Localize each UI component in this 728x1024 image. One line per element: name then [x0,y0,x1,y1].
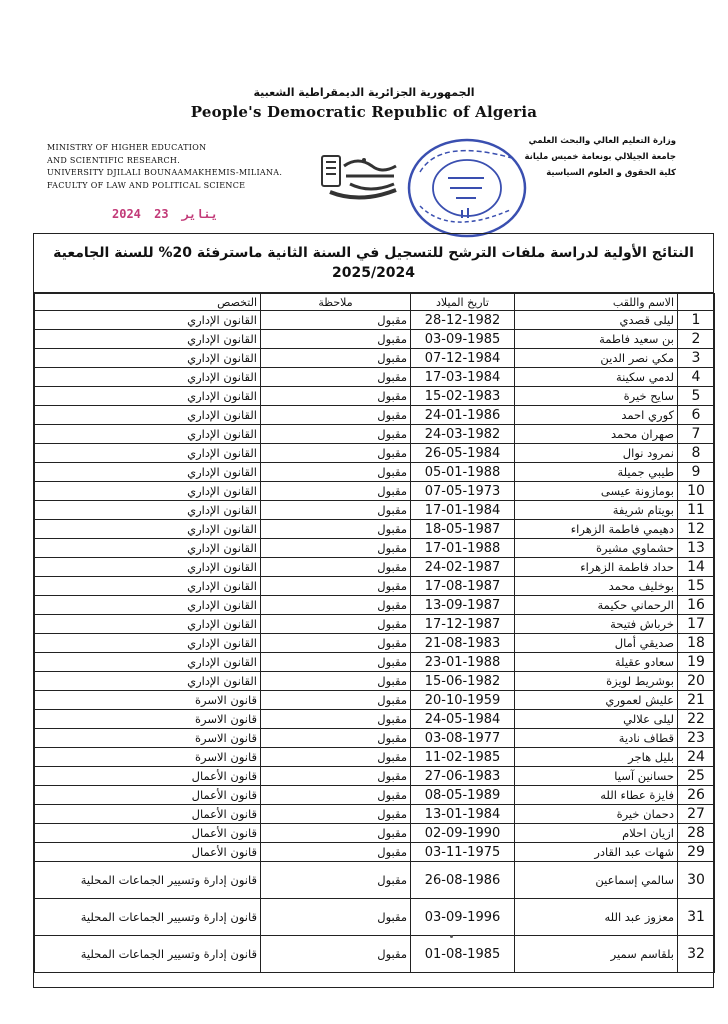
row-name: بويتام شريفة [515,501,678,520]
row-specialty: القانون الإداري [35,387,261,406]
header-number [678,294,715,311]
table-row [35,672,715,691]
row-number: 17 [678,615,715,634]
row-note: مقبول [261,520,411,539]
row-note: مقبول [261,482,411,501]
english-line: MINISTRY OF HIGHER EDUCATION [47,143,207,152]
date-stamp-year: 2024 [112,207,141,221]
table-row [35,311,715,330]
row-dob: 21-08-1983 [411,634,515,653]
row-name: طيبي جميلة [515,463,678,482]
arabic-line: وزارة التعليم العالي والبحث العلمي [528,136,676,146]
row-dob: 08-05-1989 [411,786,515,805]
table-row [35,767,715,786]
row-name: صديقي أمال [515,634,678,653]
row-dob: 24-05-1984 [411,710,515,729]
row-dob: 05-01-1988 [411,463,515,482]
english-line: FACULTY OF LAW AND POLITICAL SCIENCE [47,180,246,190]
row-dob: 07-05-1973 [411,482,515,501]
header-note: ملاحظة [261,294,411,311]
row-number: 19 [678,653,715,672]
table-row [35,899,715,936]
table-row [35,615,715,634]
row-number: 9 [678,463,715,482]
row-number: 2 [678,330,715,349]
row-name: سعادو عقيلة [515,653,678,672]
row-specialty: قانون الأعمال [35,843,261,862]
row-dob: 17-08-1987 [411,577,515,596]
row-note: مقبول [261,615,411,634]
row-name: بوخليف محمد [515,577,678,596]
english-line: AND SCIENTIFIC RESEARCH. [47,155,181,165]
row-specialty: قانون الأعمال [35,767,261,786]
row-note: مقبول [261,729,411,748]
row-number: 11 [678,501,715,520]
table-row [35,653,715,672]
table-row [35,862,715,899]
row-number: 6 [678,406,715,425]
row-name: الرحماني حكيمة [515,596,678,615]
row-note: مقبول [261,899,411,936]
row-specialty: القانون الإداري [35,463,261,482]
table-row [35,387,715,406]
row-specialty: القانون الإداري [35,482,261,501]
row-specialty: القانون الإداري [35,596,261,615]
row-name: بومازونة عيسى [515,482,678,501]
table-row [35,596,715,615]
row-dob: 03-11-1975 [411,843,515,862]
row-dob: 15-02-1983 [411,387,515,406]
row-number: 7 [678,425,715,444]
results-frame [33,233,714,988]
table-row [35,368,715,387]
header-dob: تاريخ الميلاد [411,294,515,311]
row-number: 10 [678,482,715,501]
row-number: 24 [678,748,715,767]
row-note: مقبول [261,862,411,899]
row-dob: 28-12-1982 [411,311,515,330]
row-number: 3 [678,349,715,368]
row-name: معزوز عبد الله [515,899,678,936]
row-number: 1 [678,311,715,330]
row-note: مقبول [261,501,411,520]
row-note: مقبول [261,539,411,558]
table-row [35,520,715,539]
row-note: مقبول [261,330,411,349]
row-name: ليلى قصدي [515,311,678,330]
row-specialty: قانون الاسرة [35,748,261,767]
row-name: قطاف نادية [515,729,678,748]
row-name: دهيمي فاطمة الزهراء [515,520,678,539]
row-specialty: القانون الإداري [35,672,261,691]
row-name: بليل هاجر [515,748,678,767]
table-row [35,710,715,729]
row-specialty: القانون الإداري [35,520,261,539]
row-specialty: القانون الإداري [35,634,261,653]
row-specialty: القانون الإداري [35,539,261,558]
arabic-republic-header: الجمهورية الجزائرية الديمقراطية الشعبية [253,86,475,99]
row-name: بلقاسم سمير [515,936,678,973]
row-note: مقبول [261,558,411,577]
results-table [34,293,715,973]
row-name: بوشريط لويزة [515,672,678,691]
row-name: نمرود نوال [515,444,678,463]
row-specialty: القانون الإداري [35,444,261,463]
row-dob: 02-09-1990 [411,824,515,843]
table-row [35,824,715,843]
row-specialty: قانون الاسرة [35,710,261,729]
row-note: مقبول [261,444,411,463]
row-note: مقبول [261,463,411,482]
row-number: 25 [678,767,715,786]
row-specialty: القانون الإداري [35,501,261,520]
row-number: 21 [678,691,715,710]
row-dob: 17-12-1987 [411,615,515,634]
row-name: خرباش فتيحة [515,615,678,634]
header-specialty: التخصص [35,294,261,311]
row-name: كوري احمد [515,406,678,425]
row-number: 28 [678,824,715,843]
row-note: مقبول [261,577,411,596]
table-row [35,577,715,596]
row-specialty: قانون إدارة وتسيير الجماعات المحلية [35,899,261,936]
row-dob: 03-08-1977 [411,729,515,748]
speck [450,935,453,938]
row-note: مقبول [261,406,411,425]
row-number: 4 [678,368,715,387]
row-dob: 17-01-1984 [411,501,515,520]
row-specialty: قانون إدارة وتسيير الجماعات المحلية [35,936,261,973]
row-name: لدمي سكينة [515,368,678,387]
table-row [35,558,715,577]
row-number: 16 [678,596,715,615]
row-specialty: قانون إدارة وتسيير الجماعات المحلية [35,862,261,899]
arabic-institution-block [486,133,676,181]
row-dob: 26-05-1984 [411,444,515,463]
title-line-1: النتائج الأولية لدراسة ملفات الترشح للتسجيل في السنة الثانية ماسترفئة 20% للسنة الجامعية [53,245,694,261]
date-stamp-month: يناير [181,207,218,221]
table-header-row [35,294,715,311]
row-dob: 13-01-1984 [411,805,515,824]
row-number: 5 [678,387,715,406]
row-specialty: قانون الاسرة [35,729,261,748]
row-name: شهات عبد القادر [515,843,678,862]
row-number: 22 [678,710,715,729]
row-specialty: قانون الأعمال [35,786,261,805]
row-name: ليلى علالي [515,710,678,729]
document-title [34,234,713,293]
row-name: سالمي إسماعين [515,862,678,899]
row-note: مقبول [261,691,411,710]
row-specialty: القانون الإداري [35,311,261,330]
row-name: حداد فاطمة الزهراء [515,558,678,577]
table-row [35,805,715,824]
row-number: 27 [678,805,715,824]
row-dob: 24-03-1982 [411,425,515,444]
table-row [35,501,715,520]
table-row [35,330,715,349]
table-row [35,444,715,463]
row-dob: 03-09-1996 [411,899,515,936]
table-row [35,843,715,862]
row-dob: 17-03-1984 [411,368,515,387]
row-number: 26 [678,786,715,805]
table-row [35,539,715,558]
row-specialty: القانون الإداري [35,349,261,368]
row-name: فايزة عطاء الله [515,786,678,805]
row-specialty: قانون الأعمال [35,824,261,843]
row-name: حسانين آسيا [515,767,678,786]
table-row [35,634,715,653]
row-dob: 24-02-1987 [411,558,515,577]
row-dob: 11-02-1985 [411,748,515,767]
row-specialty: القانون الإداري [35,577,261,596]
row-number: 8 [678,444,715,463]
row-number: 20 [678,672,715,691]
row-name: سايح خيرة [515,387,678,406]
table-row [35,729,715,748]
date-stamp-day: 23 [154,207,169,221]
table-row [35,936,715,973]
header-name: الاسم واللقب [515,294,678,311]
row-name: مكي نصر الدين [515,349,678,368]
table-row [35,691,715,710]
arabic-line: جامعة الجيلالي بونعامة خميس مليانة [524,152,676,162]
row-specialty: القانون الإداري [35,558,261,577]
date-stamp [112,207,224,221]
row-dob: 18-05-1987 [411,520,515,539]
row-note: مقبول [261,349,411,368]
row-note: مقبول [261,368,411,387]
table-row [35,406,715,425]
row-specialty: القانون الإداري [35,330,261,349]
row-note: مقبول [261,805,411,824]
row-dob: 24-01-1986 [411,406,515,425]
row-name: دحمان خيرة [515,805,678,824]
row-specialty: القانون الإداري [35,406,261,425]
row-dob: 17-01-1988 [411,539,515,558]
table-row [35,349,715,368]
row-name: ازيان احلام [515,824,678,843]
row-specialty: القانون الإداري [35,368,261,387]
english-republic-header: People's Democratic Republic of Algeria [190,103,538,121]
row-note: مقبول [261,311,411,330]
row-number: 29 [678,843,715,862]
row-number: 18 [678,634,715,653]
arabic-line: كلية الحقوق و العلوم السياسية [546,168,676,178]
row-note: مقبول [261,387,411,406]
row-name: حشماوي مشيرة [515,539,678,558]
row-dob: 15-06-1982 [411,672,515,691]
row-number: 14 [678,558,715,577]
row-note: مقبول [261,596,411,615]
table-row [35,748,715,767]
title-line-2: 2025/2024 [331,265,416,281]
row-number: 31 [678,899,715,936]
row-dob: 03-09-1985 [411,330,515,349]
english-institution-block [47,142,282,192]
row-specialty: القانون الإداري [35,425,261,444]
row-number: 32 [678,936,715,973]
row-specialty: القانون الإداري [35,615,261,634]
row-note: مقبول [261,710,411,729]
english-line: UNIVERSITY DJILALI BOUNAAMAKHEMIS-MILIANA. [47,168,283,177]
table-row [35,425,715,444]
row-number: 23 [678,729,715,748]
row-number: 15 [678,577,715,596]
row-specialty: قانون الأعمال [35,805,261,824]
row-specialty: قانون الاسرة [35,691,261,710]
row-note: مقبول [261,653,411,672]
table-row [35,482,715,501]
row-dob: 26-08-1986 [411,862,515,899]
row-dob: 01-08-1985 [411,936,515,973]
row-dob: 23-01-1988 [411,653,515,672]
row-note: مقبول [261,767,411,786]
row-note: مقبول [261,824,411,843]
row-note: مقبول [261,748,411,767]
row-number: 30 [678,862,715,899]
row-name: بن سعيد فاطمة [515,330,678,349]
row-note: مقبول [261,634,411,653]
row-specialty: القانون الإداري [35,653,261,672]
row-note: مقبول [261,936,411,973]
table-row [35,786,715,805]
row-dob: 07-12-1984 [411,349,515,368]
row-number: 13 [678,539,715,558]
row-note: مقبول [261,672,411,691]
university-logo [320,152,400,204]
row-number: 12 [678,520,715,539]
row-name: صهران محمد [515,425,678,444]
row-name: عليش لعموري [515,691,678,710]
table-row [35,463,715,482]
row-note: مقبول [261,425,411,444]
row-dob: 27-06-1983 [411,767,515,786]
row-dob: 13-09-1987 [411,596,515,615]
row-note: مقبول [261,786,411,805]
row-dob: 20-10-1959 [411,691,515,710]
row-note: مقبول [261,843,411,862]
